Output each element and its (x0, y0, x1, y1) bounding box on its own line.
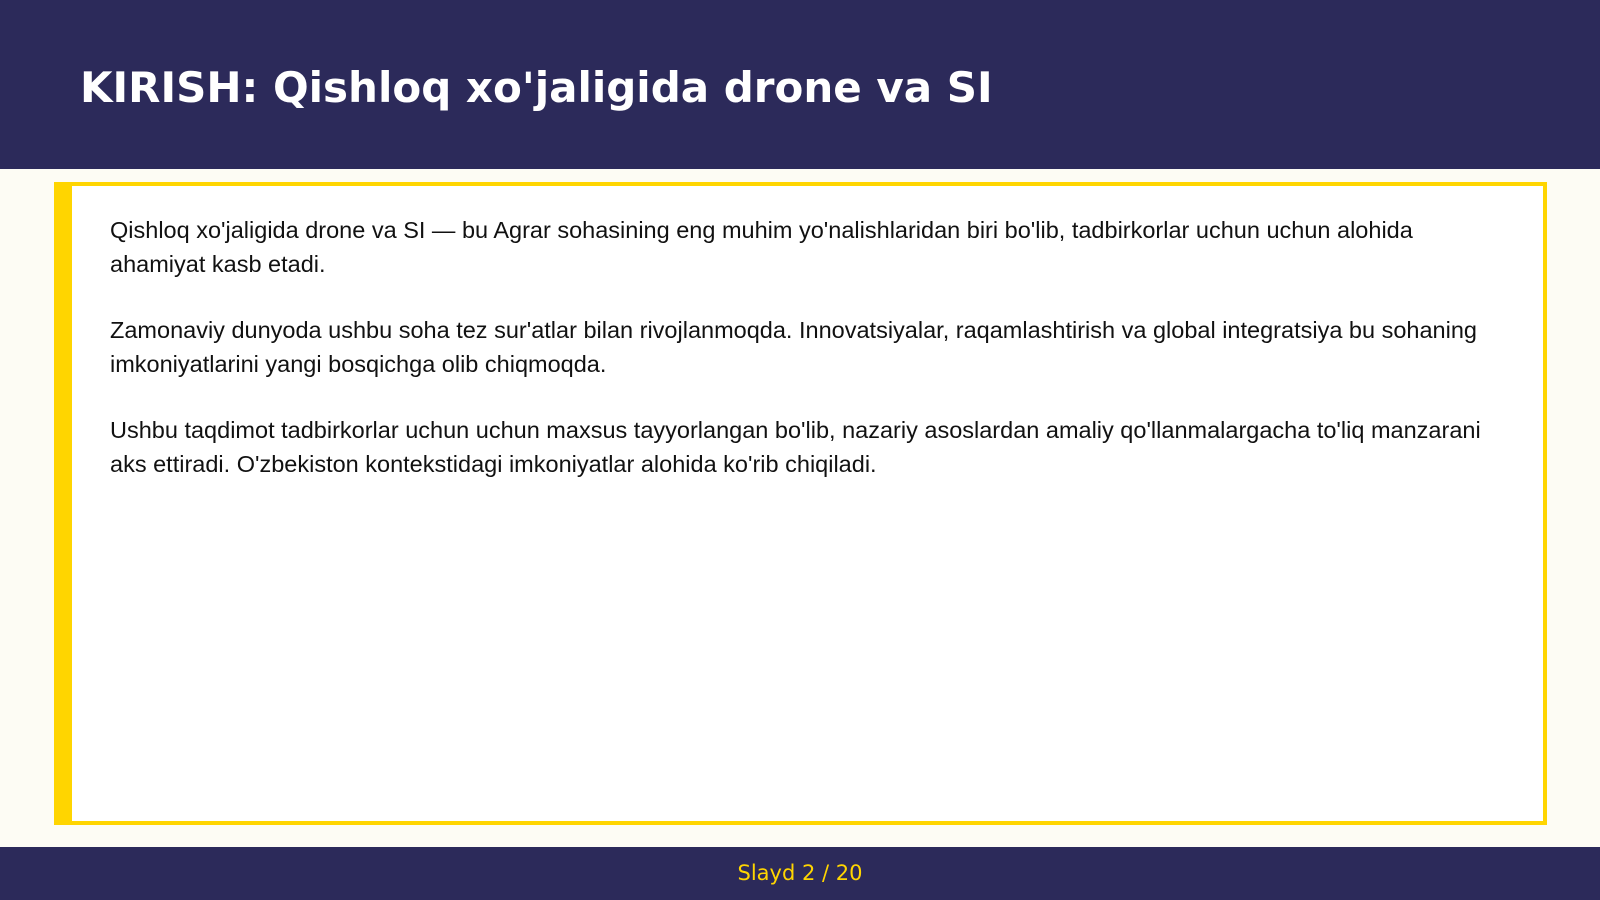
content-body (110, 213, 1500, 513)
paragraph-3: Ushbu taqdimot tadbirkorlar uchun uchun maxsus tayyorlangan bo'lib, nazariy asoslardan amaliy qo'llanmalargacha to'liq manzarani aks ettiradi. O'zbekiston kontekstidagi imkoniyatlar alohida ko'rib chiqiladi. (110, 417, 1481, 477)
slide-footer (0, 847, 1600, 900)
slide-counter: Slayd 2 / 20 (737, 861, 863, 885)
slide-header (0, 0, 1600, 169)
paragraph-1: Qishloq xo'jaligida drone va SI — bu Agrar sohasining eng muhim yo'nalishlaridan biri bo'lib, tadbirkorlar uchun uchun alohida ahamiyat kasb etadi. (110, 217, 1413, 277)
paragraph-2: Zamonaviy dunyoda ushbu soha tez sur'atlar bilan rivojlanmoqda. Innovatsiyalar, raqamlashtirish va global integratsiya bu sohaning imkoniyatlarini yangi bosqichga olib chiqmoqda. (110, 317, 1477, 377)
slide-title: KIRISH: Qishloq xo'jaligida drone va SI (80, 63, 993, 112)
